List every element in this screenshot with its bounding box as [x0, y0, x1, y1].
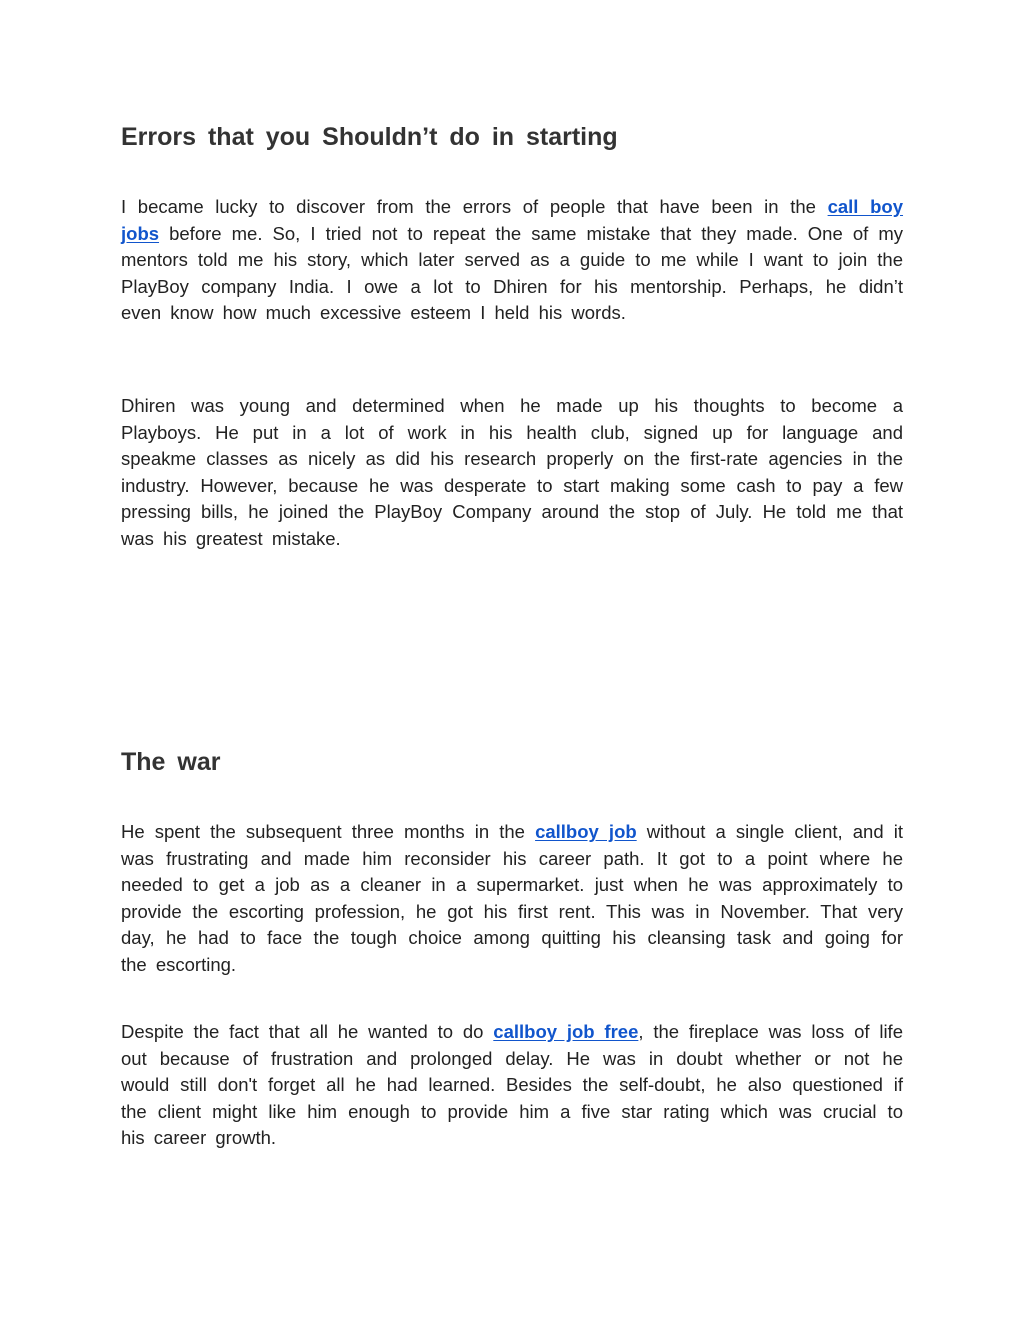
section-heading-errors: Errors that you Shouldn’t do in starting [121, 123, 618, 151]
paragraph-lucky-to-discover [121, 194, 903, 327]
call-boy-jobs-link[interactable]: call boy jobs [121, 196, 904, 244]
paragraph-text: , the fireplace was loss of life out because of frustration and prolonged delay. He was in doubt whether or not he would still don't forget all he had learned. Besides the self-doubt, he also questioned if the client might like him enough to provide him a five star rating which was crucial to his career growth. [121, 1021, 903, 1149]
paragraph-text: without a single client, and it was frustrating and made him reconsider his career path. It got to a point where he needed to get a job as a cleaner in a supermarket. just when he was approximately to provide the escorting profession, he got his first rent. This was in November. That very day, he had to face the tough choice among quitting his cleansing task and going for the escorting. [121, 821, 903, 975]
paragraph-subsequent-months [121, 819, 903, 979]
callboy-job-free-link[interactable]: callboy job free [493, 1021, 639, 1042]
paragraph-text: I became lucky to discover from the errors of people that have been in the [121, 196, 828, 217]
paragraph-dhiren-young: Dhiren was young and determined when he made up his thoughts to become a Playboys. He put in a lot of work in his health club, signed up for language and speakme classes as nicely as did his research properly on the first-rate agencies in the industry. However, because he was desperate to start making some cash to pay a few pressing bills, he joined the PlayBoy Company around the stop of July. He told me that was his greatest mistake. [121, 395, 903, 549]
paragraph-despite-the-fact [121, 1019, 903, 1152]
paragraph-text: Despite the fact that all he wanted to do [121, 1021, 494, 1042]
paragraph-text: He spent the subsequent three months in the [121, 821, 536, 842]
section-heading-the-war: The war [121, 748, 221, 776]
callboy-job-link[interactable]: callboy job [535, 821, 637, 842]
paragraph-text: before me. So, I tried not to repeat the same mistake that they made. One of my mentors told me his story, which later served as a guide to me while I want to join the PlayBoy company India. I owe a lot to Dhiren for his mentorship. Perhaps, he didn’t even know how much excessive esteem I held his words. [121, 222, 903, 324]
